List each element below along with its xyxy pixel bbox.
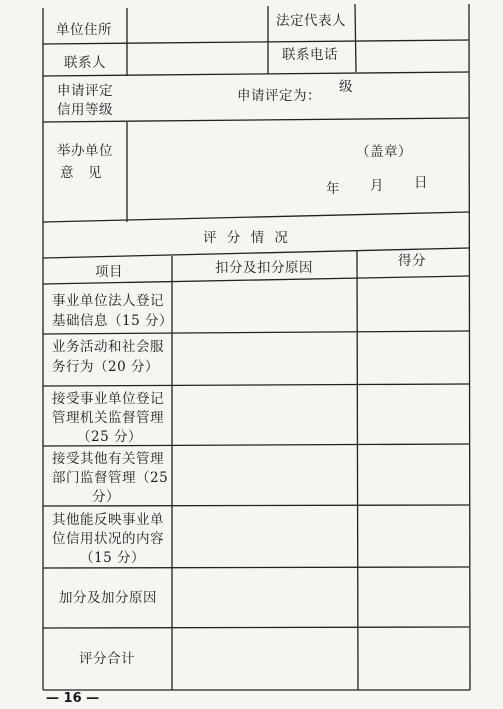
apply-rating-label-line1: 申请评定 xyxy=(57,83,113,99)
seal-text: （盖章） xyxy=(356,144,412,160)
legal-rep-label: 法定代表人 xyxy=(276,13,346,29)
apply-rating-suffix: 级 xyxy=(339,79,353,95)
row-item-2-line2: 务行为（20 分） xyxy=(52,359,159,375)
month-label: 月 xyxy=(370,178,384,194)
day-label: 日 xyxy=(414,175,428,191)
col-header-score: 得分 xyxy=(398,253,426,269)
page-number: — 16 — xyxy=(46,691,100,706)
row-item-5-line2: 位信用状况的内容 xyxy=(52,531,164,547)
row-item-3-line2: 管理机关监督管理 xyxy=(52,410,164,426)
year-label: 年 xyxy=(326,181,340,197)
organizer-label-line1: 举办单位 xyxy=(57,143,113,159)
row-item-5-line1: 其他能反映事业单 xyxy=(52,512,164,528)
contact-label: 联系人 xyxy=(64,55,106,71)
row-item-1-line1: 事业单位法人登记 xyxy=(52,293,164,309)
row-item-1-line2: 基础信息（15 分） xyxy=(52,313,173,329)
row-item-5-line3: （15 分） xyxy=(80,550,145,566)
unit-address-label: 单位住所 xyxy=(56,22,112,38)
organizer-label-line2: 意 见 xyxy=(60,165,102,181)
row-item-7: 评分合计 xyxy=(79,651,135,667)
apply-rating-prefix: 申请评定为： xyxy=(237,88,321,104)
row-item-2-line1: 业务活动和社会服 xyxy=(52,339,164,355)
apply-rating-label-line2: 信用等级 xyxy=(57,102,113,118)
col-header-deduction: 扣分及扣分原因 xyxy=(215,260,313,276)
col-header-item: 项目 xyxy=(95,264,123,280)
row-item-4-line1: 接受其他有关管理 xyxy=(52,451,164,467)
row-item-6: 加分及加分原因 xyxy=(59,590,157,606)
contact-phone-label: 联系电话 xyxy=(282,47,338,63)
row-item-3-line3: （25 分） xyxy=(77,429,142,445)
row-item-3-line1: 接受事业单位登记 xyxy=(52,391,164,407)
scoring-section-title: 评 分 情 况 xyxy=(203,230,291,246)
row-item-4-line2: 部门监督管理（25 xyxy=(52,470,169,486)
row-item-4-line3: 分） xyxy=(92,489,120,505)
